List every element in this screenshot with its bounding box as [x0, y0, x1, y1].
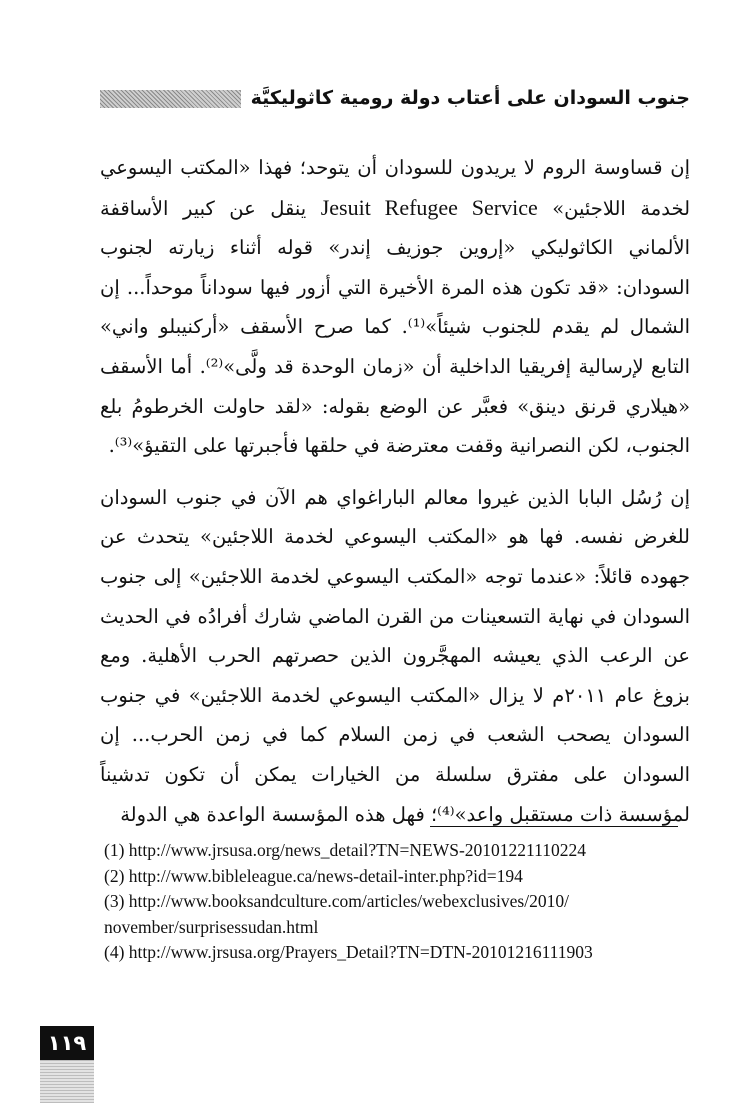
- paragraph-1-text-a: إن قساوسة الروم لا يريدون للسودان أن يتوحد؛ فهذا «المكتب اليسوعي لخدمة اللاجئين»: [100, 156, 691, 220]
- footnote-1: (1) http://www.jrsusa.org/news_detail?TN=NEWS-20101221110224: [104, 840, 586, 860]
- footnote-2: (2) http://www.bibleleague.ca/news-detail-inter.php?id=194: [104, 865, 523, 886]
- footnote-3: (3) http://www.booksandculture.com/articles/webexclusives/2010/ november/surprisessudan.html: [104, 891, 569, 937]
- running-header: [100, 80, 690, 116]
- footnote-separator: [430, 826, 678, 827]
- footnotes: [104, 838, 694, 966]
- footnote-4: (4) http://www.jrsusa.org/Prayers_Detail?TN=DTN-20101216111903: [104, 942, 593, 962]
- paragraph-2: إن رُسُل البابا الذين غيروا معالم الباراغواي هم الآن في جنوب السودان للغرض نفسه. فها هو «المكتب اليسوعي لخدمة اللاجئين» يتحدث عن جهوده قائلاً: «عندما توجه «المكتب اليسوعي لخدمة اللاجئين» إلى جنوب السودان في نهاية التسعينات من القرن الماضي شارك أفرادُه في الحديث عن الرعب الذي يعيشه المهجَّرون الذين حصرتهم الحرب الأهلية. ومع بزوغ عام ٢٠١١م لا يزال «المكتب اليسوعي لخدمة اللاجئين» في جنوب السودان يصحب الشعب في زمن السلام كما في زمن الحرب... إن السودان على مفترق سلسلة من الخيارات يمكن أن تكون تدشيناً لمؤسسة ذات مستقبل واعد»⁽⁴⁾؛ فهل هذه المؤسسة الواعدة هي الدولة: [100, 485, 690, 826]
- running-header-title: جنوب السودان على أعتاب دولة رومية كاثوليكيَّة: [250, 87, 690, 109]
- paragraph-1: [100, 148, 690, 466]
- paragraph-1-latin-name: Jesuit Refugee Service: [320, 194, 538, 220]
- header-decorative-band: [100, 90, 241, 108]
- body-text: [100, 148, 690, 834]
- page-number: ١١٩: [40, 1026, 94, 1060]
- paragraph-1-text-b: ينقل عن كبير الأساقفة الألماني الكاثوليكي «إروين جوزيف إندر» قوله أثناء زيارته لجنوب السودان: «قد تكون هذه المرة الأخيرة التي أزور فيها سوداناً موحداً... إن الشمال لم يقدم للجنوب شيئاً»⁽¹⁾. كما صرح الأسقف «أركنيبلو واني» التابع لإرسالية إفريقيا الداخلية أن «زمان الوحدة قد ولَّى»⁽²⁾. أما الأسقف «هيلاري قرنق دينق» فعبَّر عن الوضع بقوله: «لقد حاولت الخرطومُ بلع الجنوب، لكن النصرانية وقفت معترضة في حلقها فأجبرتها على التقيؤ»⁽³⁾.: [100, 196, 690, 458]
- page-number-tab: [40, 1026, 94, 1103]
